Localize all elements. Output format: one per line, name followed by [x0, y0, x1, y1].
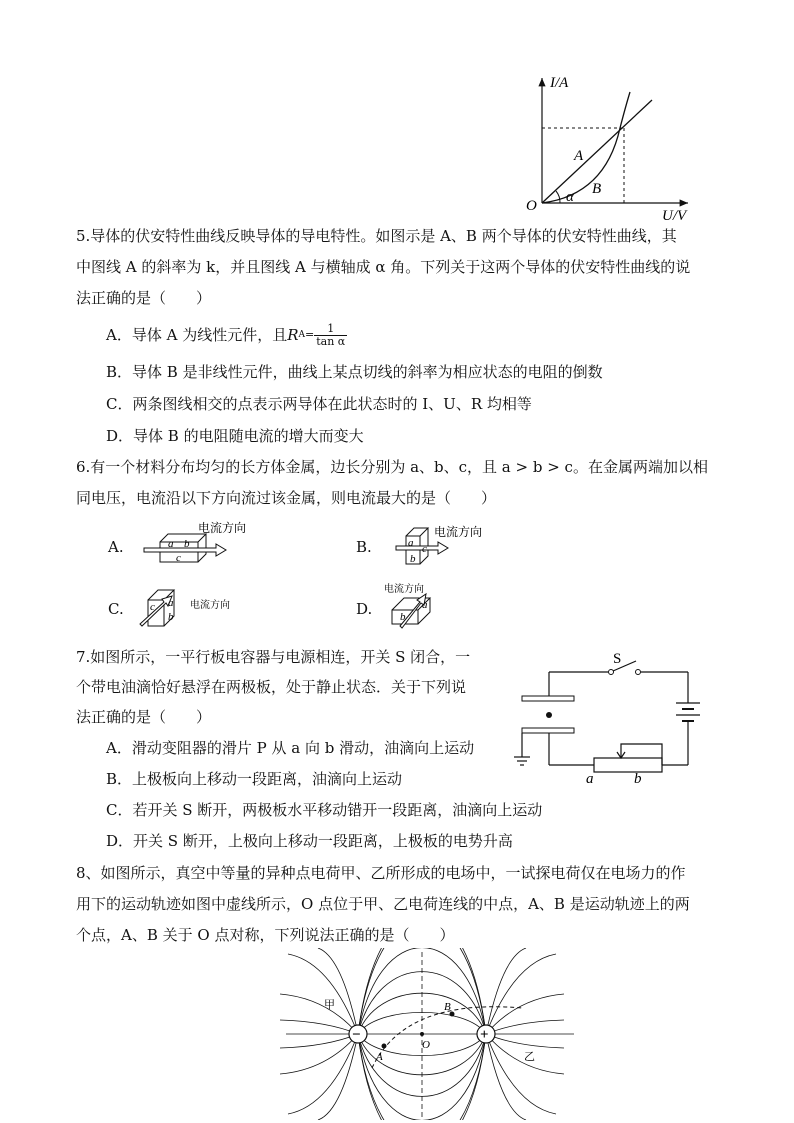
- field-line: [318, 948, 358, 1034]
- q6-option-b-diagram: [388, 518, 508, 568]
- charge-jia-label: 甲: [324, 999, 335, 1011]
- capacitor-top-plate: [522, 696, 574, 701]
- current-direction-label: 电流方向: [190, 600, 230, 611]
- field-line: [486, 1034, 526, 1120]
- field-line: [280, 1034, 358, 1074]
- q6-option-d-diagram: [380, 578, 500, 630]
- edge-b: b: [184, 538, 190, 550]
- q5-option-b: B．导体 B 是非线性元件，曲线上某点切线的斜率为相应状态的电阻的倒数: [106, 363, 603, 381]
- q5-stem-line1: 5.导体的伏安特性曲线反映导体的导电特性。如图示是 A、B 两个导体的伏安特性曲线，其: [76, 227, 677, 245]
- q6-option-a-diagram: [140, 518, 260, 568]
- q5-option-a-text: A．导体 A 为线性元件，且: [106, 326, 288, 344]
- edge-a: a: [168, 597, 174, 609]
- q5-stem-line3: 法正确的是（ ）: [76, 289, 212, 307]
- edge-b: b: [400, 611, 406, 623]
- edge-a: a: [168, 538, 174, 550]
- q6-option-d-label: D.: [356, 600, 373, 618]
- q7-option-d: D．开关 S 断开，上极向上移动一段距离，上极板的电势升高: [106, 832, 513, 850]
- point-a-marker: [382, 1044, 387, 1049]
- current-direction-label: 电流方向: [434, 525, 483, 539]
- field-line: [486, 948, 526, 1034]
- edge-c: c: [176, 552, 181, 564]
- q5-option-a-r: R: [287, 326, 299, 344]
- q8-stem-line1: 8、如图所示，真空中等量的异种点电荷甲、乙所形成的电场中，一试探电荷仅在电场力的作: [76, 864, 686, 882]
- point-a-label: A: [376, 1051, 383, 1063]
- iv-graph: [520, 70, 700, 225]
- edge-a: a: [408, 537, 414, 549]
- current-direction-label: 电流方向: [384, 584, 424, 595]
- field-line: [318, 1034, 358, 1120]
- fraction-numerator: 1: [314, 323, 347, 336]
- edge-c: c: [422, 543, 427, 555]
- q7-option-a: A．滑动变阻器的滑片 P 从 a 向 b 滑动，油滴向上运动: [106, 739, 475, 757]
- q6-stem-line2: 同电压，电流沿以下方向流过该金属，则电流最大的是（ ）: [76, 489, 497, 507]
- angle-label: α: [566, 189, 574, 205]
- origin-label: O: [526, 198, 537, 214]
- point-b-label: B: [444, 1001, 451, 1013]
- q8-dipole-field: [280, 948, 580, 1120]
- q7-option-b: B．上极板向上移动一段距离，油滴向上运动: [106, 770, 403, 788]
- q8-stem-line3: 个点，A、B 关于 O 点对称，下列说法正确的是（ ）: [76, 926, 455, 944]
- q6-option-a-label: A.: [108, 538, 124, 556]
- q6-option-c-diagram: [134, 578, 254, 630]
- q7-stem-line1: 7.如图所示，一平行板电容器与电源相连，开关 S 闭合，一: [76, 648, 471, 666]
- battery: [676, 703, 700, 721]
- charge-yi-label: 乙: [524, 1051, 535, 1063]
- trajectory: [372, 1007, 522, 1068]
- q5-option-a-eq: =: [305, 328, 315, 341]
- field-line: [358, 1012, 486, 1034]
- negative-charge-sign: −: [352, 1027, 361, 1043]
- q6-option-b-label: B.: [356, 538, 372, 556]
- q7-stem-line2: 个带电油滴恰好悬浮在两极板，处于静止状态．关于下列说: [76, 678, 467, 696]
- rheostat-end-b: b: [634, 771, 642, 787]
- q5-option-c: C．两条图线相交的点表示两导体在此状态时的 I、U、R 均相等: [106, 395, 532, 413]
- rheostat-end-a: a: [586, 771, 594, 787]
- q6-stem-line1: 6.有一个材料分布均匀的长方体金属，边长分别为 a、b、c，且 a > b > c。在金属两端加以相: [76, 458, 708, 476]
- edge-b: b: [168, 611, 174, 623]
- ground-icon: [514, 757, 530, 765]
- field-line: [280, 994, 358, 1034]
- rheostat: [594, 758, 662, 772]
- x-axis-label: U/V: [662, 208, 687, 224]
- field-line: [486, 994, 564, 1034]
- q5-option-d: D．导体 B 的电阻随电流的增大而变大: [106, 427, 364, 445]
- q7-circuit: [510, 645, 710, 790]
- fraction-denominator: tan α: [316, 334, 346, 348]
- q5-option-a-sub: A: [298, 330, 305, 340]
- y-axis-label: I/A: [550, 75, 569, 91]
- angle-arc: [556, 191, 560, 203]
- switch-label: S: [613, 651, 622, 667]
- curve-a-label: A: [574, 148, 584, 164]
- point-o-label: O: [422, 1039, 430, 1051]
- curve-b-label: B: [592, 181, 602, 197]
- q5-stem-line2: 中图线 A 的斜率为 k，并且图线 A 与横轴成 α 角。下列关于这两个导体的伏安特性曲线的说: [76, 258, 691, 276]
- point-o-marker: [420, 1032, 424, 1036]
- q8-stem-line2: 用下的运动轨迹如图中虚线所示，O 点位于甲、乙电荷连线的中点，A、B 是运动轨迹上的两: [76, 895, 690, 913]
- edge-b: b: [410, 553, 416, 565]
- edge-a: a: [422, 599, 428, 611]
- q5-option-a-fraction: [314, 323, 347, 348]
- q7-stem-line3: 法正确的是（ ）: [76, 708, 212, 726]
- q7-option-c: C．若开关 S 断开，两极板水平移动错开一段距离，油滴向上运动: [106, 801, 543, 819]
- capacitor-bottom-plate: [522, 728, 574, 733]
- oil-droplet: [546, 712, 552, 718]
- curve-b: [542, 92, 630, 203]
- edge-c: c: [150, 601, 155, 613]
- q5-option-a: [106, 318, 347, 352]
- positive-charge-sign: +: [480, 1027, 489, 1043]
- current-direction-label: 电流方向: [198, 521, 247, 535]
- q6-option-c-label: C.: [108, 600, 124, 618]
